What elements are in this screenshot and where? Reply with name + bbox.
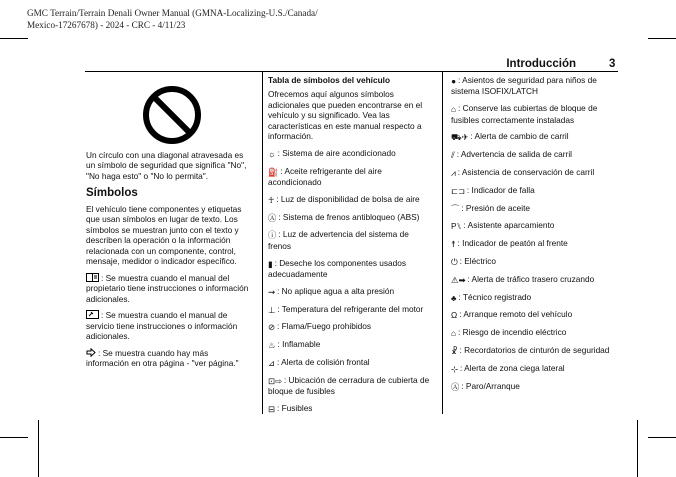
child-seat-icon: ● (451, 76, 457, 86)
service-manual-icon (86, 310, 99, 319)
symbol-item: ☼ : Sistema de aire acondicionado (268, 147, 396, 159)
header-line-1: GMC Terrain/Terrain Denali Owner Manual (GMNA-Localizing-U.S./Canada/ (27, 8, 318, 18)
stop-start-icon: Ⓐ (451, 381, 460, 392)
symbol-item: ☥ : Luz de disponibilidad de bolsa de aire (268, 193, 420, 205)
blind-zone-icon: ⊹ (451, 363, 458, 374)
registered-technician-icon: ♣ (451, 292, 457, 303)
symbol-item: ⓘ : Luz de advertencia del sistema de frenos (268, 229, 409, 251)
symbol-item: ⇝ : No aplique agua a alta presión (268, 285, 395, 297)
electric-icon: ⏻ (451, 256, 458, 267)
symbol-item: ⩘ : Asistencia de conservación de carril (451, 167, 595, 178)
symbol-item: ⚠➡ : Alerta de tráfico trasero cruzando (451, 273, 595, 285)
symbols-body: El vehículo tiene componentes y etiquetas que usan símbolos en lugar de texto. Los símbolos se muestran junto con el texto y describen la operación o la información relacionada con un componente, control, mensaje, medidor o indicador específico. (86, 204, 242, 267)
no-pressure-water-icon: ⇝ (268, 286, 275, 297)
crop-mark (637, 420, 638, 477)
symbol-item-text: : Se muestra cuando hay más información en otra página - "ver página." (86, 348, 239, 369)
symbol-item: ⊟ : Fusibles (268, 403, 313, 415)
symbol-item: Ⓐ : Sistema de frenos antibloqueo (ABS) (268, 211, 420, 223)
symbol-item (86, 273, 252, 304)
symbol-item: ⊘ : Flama/Fuego prohibidos (268, 321, 372, 333)
rear-cross-traffic-icon: ⚠➡ (451, 274, 466, 285)
park-assist-icon: P⑊ (451, 221, 462, 232)
no-flame-icon: ⊘ (268, 322, 275, 333)
fuse-icon: ⊟ (268, 404, 275, 415)
header-rule (85, 71, 618, 72)
airbag-icon: ☥ (268, 194, 275, 205)
symbol-item: ▮ : Deseche los componentes usados adecuadamente (268, 257, 407, 280)
forward-collision-icon: ⊿ (268, 358, 275, 369)
pedestrian-icon: ☨ (451, 239, 456, 250)
column-divider (262, 71, 263, 414)
lane-departure-icon: ⫽ (451, 150, 455, 161)
page-number: 3 (609, 58, 616, 70)
seat-belt-icon: ☧ (451, 345, 458, 356)
brake-warning-icon: ⓘ (268, 230, 277, 241)
prohibition-symbol-icon (141, 84, 203, 146)
symbol-item: ⫽ : Advertencia de salida de carril (451, 149, 573, 161)
symbol-item: ♣ : Técnico registrado (451, 291, 532, 303)
header-line-2: Mexico-17267678) - 2024 - CRC - 4/11/23 (27, 19, 186, 30)
flammable-icon: ♨ (268, 340, 276, 351)
crop-mark (648, 437, 676, 438)
dispose-icon: ▮ (268, 258, 273, 269)
symbol-item: ☨ : Indicador de peatón al frente (451, 238, 568, 250)
symbol-item: ⌂ : Riesgo de incendio eléctrico (451, 327, 567, 339)
column-3 (451, 75, 621, 398)
fuse-lock-icon: ⊡⇨ (268, 375, 282, 386)
column-1 (86, 80, 252, 375)
symbols-heading: Símbolos (86, 186, 138, 199)
symbol-item: ⏻ : Eléctrico (451, 255, 497, 267)
ac-refrigerant-oil-icon: ⛽ (268, 166, 279, 177)
symbol-item-text: : Se muestra cuando el manual del propietario tiene instrucciones o información adicionales. (86, 272, 249, 304)
remote-start-icon: Ω (451, 310, 458, 321)
section-title: Introducción (506, 58, 576, 70)
symbol-item: ● : Asientos de seguridad para niños de sistema ISOFIX/LATCH (451, 75, 597, 97)
symbol-item: ♨ : Inflamable (268, 339, 321, 351)
symbol-item: ☧ : Recordatorios de cinturón de seguridad (451, 344, 610, 356)
symbol-item: ⛽ : Aceite refrigerante del aire acondicionado (268, 165, 382, 188)
column-divider (442, 71, 443, 414)
symbol-item: ⊡⇨ : Ubicación de cerradura de cubierta de bloque de fusibles (268, 374, 430, 397)
lane-change-icon: ⛟✈ (451, 132, 469, 143)
crop-mark (0, 437, 28, 438)
lane-keep-icon: ⩘ (451, 168, 456, 178)
symbol-item (86, 348, 252, 369)
malfunction-indicator-icon: ⊏⊐ (451, 185, 465, 196)
see-page-icon (86, 348, 96, 357)
symbol-table-title: Tabla de símbolos del vehículo (268, 75, 391, 85)
symbol-item-text: : Se muestra cuando el manual de servicio tiene instrucciones o información adicionales. (86, 310, 238, 342)
crop-mark (0, 38, 28, 39)
symbol-item: ⊥ : Temperatura del refrigerante del motor (268, 303, 424, 315)
symbol-item: ⌂ : Conserve las cubiertas de bloque de fusibles correctamente instaladas (451, 103, 598, 125)
symbol-table-intro: Ofrecemos aquí algunos símbolos adicionales que pueden encontrarse en el vehículo y su significado. Vea las características en este manual respecto a información. (268, 89, 423, 142)
owner-manual-icon (86, 273, 99, 282)
symbol-item (86, 310, 252, 341)
abs-icon: Ⓐ (268, 212, 277, 223)
document-header (27, 8, 318, 31)
oil-pressure-icon: ⌒ (451, 203, 460, 214)
crop-mark (38, 420, 39, 477)
symbol-caption: Un círculo con una diagonal atravesada es un símbolo de seguridad que significa "No", "No haga esto" o "No lo permita". (86, 150, 247, 181)
air-conditioning-icon: ☼ (268, 148, 276, 159)
symbol-item: Ⓐ : Paro/Arranque (451, 380, 520, 392)
fuse-cover-icon: ⌂ (451, 104, 457, 115)
symbol-item: ⛟✈ : Alerta de cambio de carril (451, 131, 569, 143)
symbol-item: ⊹ : Alerta de zona ciega lateral (451, 362, 565, 374)
symbol-item: ⊏⊐ : Indicador de falla (451, 184, 535, 196)
symbol-item: ⌒ : Presión de aceite (451, 202, 531, 214)
symbol-item: Ω : Arranque remoto del vehículo (451, 309, 573, 321)
electrical-fire-icon: ⌂ (451, 328, 457, 339)
column-2 (268, 75, 434, 421)
symbol-item: ⊿ : Alerta de colisión frontal (268, 357, 370, 369)
symbol-item: P⑊ : Asistente aparcamiento (451, 220, 555, 232)
crop-mark (648, 38, 676, 39)
coolant-temperature-icon: ⊥ (268, 304, 276, 315)
